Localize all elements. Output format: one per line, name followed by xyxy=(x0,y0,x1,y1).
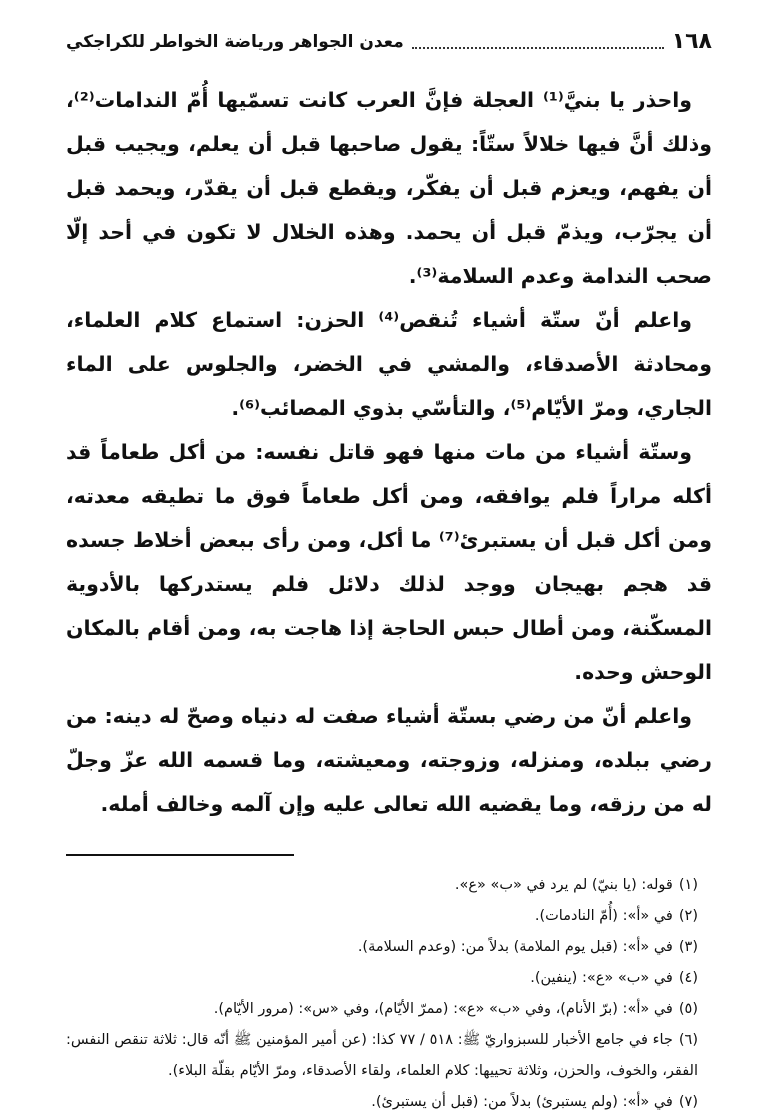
footnote-7 xyxy=(66,1087,712,1118)
footnote-2 xyxy=(66,901,712,932)
footnote-text: في «أ»: (برّ الأنام)، وفي «ب» «ع»: (ممرّ الأيّام)، وفي «س»: (مرور الأيّام). xyxy=(213,1001,673,1017)
book-title: معدن الجواهر ورياضة الخواطر للكراجكي xyxy=(66,32,404,52)
footnote-text: في «أ»: (قبل يوم الملامة) بدلاً من: (وعدم السلامة). xyxy=(357,939,673,955)
footnote-number: (٣) xyxy=(678,939,698,955)
footnote-text: قوله: (يا بنيّ) لم يرد في «ب» «ع». xyxy=(454,877,673,893)
paragraph-haste: واحذر يا بنيَّ⁽¹⁾ العجلة فإنَّ العرب كانت تسمّيها أُمّ الندامات⁽²⁾، وذلك أنَّ فيها خلالاً ستّاً: يقول صاحبها قبل أن يعلم، ويجيب قبل أن يفهم، ويعزم قبل أن يفكّر، ويقطع قبل أن يقدّر، ويحمد قبل أن يجرّب، ويذمّ قبل أن يحمد. وهذه الخلال لا تكون في أحد إلّا صحب الندامة وعدم السلامة⁽³⁾. xyxy=(66,88,712,288)
page-number: ١٦٨ xyxy=(671,29,712,54)
running-header xyxy=(66,26,712,56)
footnote-number: (٧) xyxy=(678,1094,698,1110)
footnote-number: (٥) xyxy=(678,1001,698,1017)
footnote-text: في «ب» «ع»: (ينفين). xyxy=(530,970,673,986)
footnote-5 xyxy=(66,994,712,1025)
footnote-text: في «أ»: (أُمّ النادمات). xyxy=(534,908,673,924)
paragraph-self-harm: وستّة أشياء من مات منها فهو قاتل نفسه: من أكل طعاماً قد أكله مراراً فلم يوافقه، ومن أكل طعاماً فوق ما تطيقه معدته، ومن أكل قبل أن يستبرئ⁽⁷⁾ ما أكل، ومن رأى ببعض أخلاط جسده قد هجم بهيجان ووجد لذلك دلائل فلم يستدركها بالأدوية المسكّنة، ومن أطال حبس الحاجة إذا هاجت به، ومن أقام بالمكان الوحش وحده. xyxy=(66,440,712,684)
footnote-number: (٢) xyxy=(678,908,698,924)
footnote-number: (٤) xyxy=(678,970,698,986)
footnote-separator xyxy=(66,854,294,856)
footnote-3 xyxy=(66,932,712,963)
footnote-number: (١) xyxy=(678,877,698,893)
footnote-number: (٦) xyxy=(678,1032,698,1048)
paragraph-grief: واعلم أنّ ستّة أشياء تُنقص⁽⁴⁾ الحزن: استماع كلام العلماء، ومحادثة الأصدقاء، والمشي في الخضر، والجلوس على الماء الجاري، ومرّ الأيّام⁽⁵⁾، والتأسّي بذوي المصائب⁽⁶⁾. xyxy=(66,308,712,420)
main-text xyxy=(66,78,712,826)
footnote-text: في «أ»: (ولم يستبرئ) بدلاً من: (قبل أن يستبرئ). xyxy=(371,1094,673,1110)
footnote-4 xyxy=(66,963,712,994)
footnote-1 xyxy=(66,870,712,901)
footnote-6 xyxy=(66,1025,712,1087)
footnote-text: جاء في جامع الأخبار للسبزواريّ ﷺ: ٥١٨ / ٧٧ كذا: (عن أمير المؤمنين ﷺ أنّه قال: ثلاثة تنقص النفس: الفقر، والخوف، والحزن، وثلاثة تحييها: كلام العلماء، ولقاء الأصدقاء، ومرّ الأيّام بقلّة البلاء). xyxy=(66,1032,698,1079)
footnotes xyxy=(66,870,712,1118)
header-dotted-leader xyxy=(412,47,664,49)
paragraph-contentment: واعلم أنّ من رضي بستّة أشياء صفت له دنياه وصحّ له دينه: من رضي ببلده، ومنزله، وزوجته، ومعيشته، وما قسمه الله عزّ وجلّ له من رزقه، وما يقضيه الله تعالى عليه وإن آلمه وخالف أمله. xyxy=(66,704,712,816)
